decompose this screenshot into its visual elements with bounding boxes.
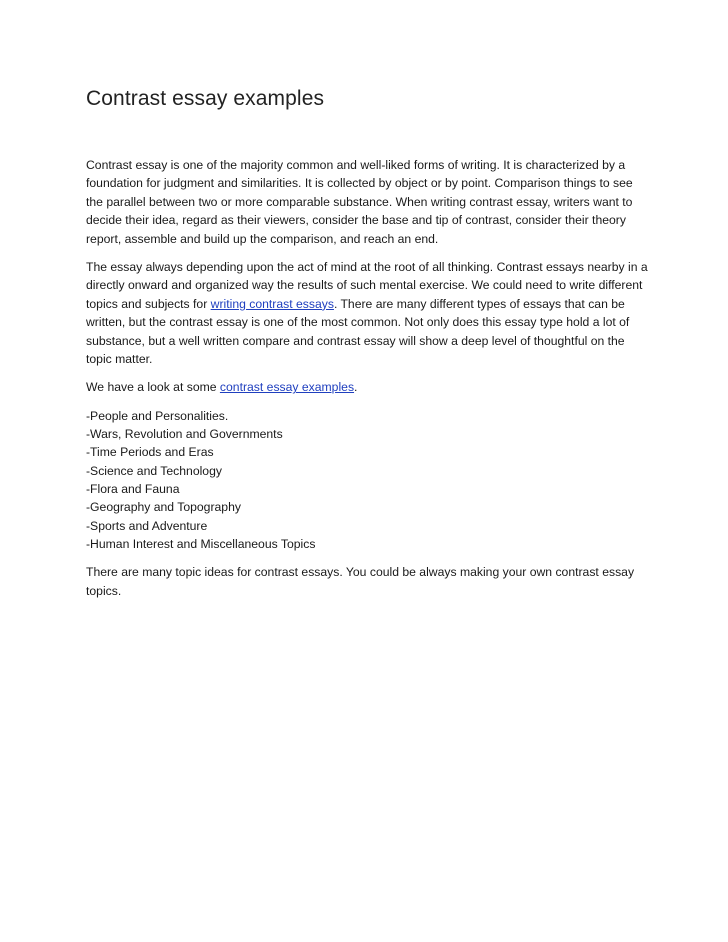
list-item: -Geography and Topography: [86, 500, 241, 515]
list-item: -Wars, Revolution and Governments: [86, 427, 283, 442]
paragraph-conclusion: There are many topic ideas for contrast essays. You could be always making your own contrast essay topics.: [86, 565, 635, 598]
paragraph-examples: [86, 378, 648, 396]
contrast-essay-examples-link[interactable]: contrast essay examples: [219, 380, 355, 395]
list-item: -People and Personalities.: [86, 408, 229, 423]
paragraph-essay-topics: [86, 258, 648, 368]
paragraph-text: .: [354, 380, 358, 395]
paragraph-intro: Contrast essay is one of the majority common and well-liked forms of writing. It is characterized by a foundation for judgment and similarities. It is collected by object or by point. Comparison things to see the parallel between two or more comparable substance. When writing contrast essay, writers want to decide their idea, regard as their viewers, consider the base and tip of contrast, consider their theory report, assemble and build up the comparison, and reach an end.: [86, 158, 633, 246]
list-item: -Flora and Fauna: [86, 482, 180, 497]
document-title: Contrast essay examples: [86, 87, 325, 110]
topic-list: [86, 407, 648, 553]
list-item: -Sports and Adventure: [86, 518, 208, 533]
list-item: -Human Interest and Miscellaneous Topics: [86, 536, 316, 551]
document-page: [86, 84, 648, 610]
paragraph-text: We have a look at some: [86, 380, 220, 395]
writing-contrast-essays-link[interactable]: writing contrast essays: [210, 296, 334, 311]
list-item: -Time Periods and Eras: [86, 445, 214, 460]
paragraph-text: . There are many different types of essays that can be written, but the contrast essay is one of the most common. Not only does this essay type hold a lot of substance, but a well written compare and contrast essay will show a deep level of thoughtful on the topic matter.: [86, 296, 630, 367]
list-item: -Science and Technology: [86, 463, 222, 478]
paragraph-text: The essay always depending upon the act of mind at the root of all thinking. Contrast essays nearby in a directly onward and organized way the results of such mental exercise. We could need to write different topics and subjects for: [86, 260, 648, 311]
